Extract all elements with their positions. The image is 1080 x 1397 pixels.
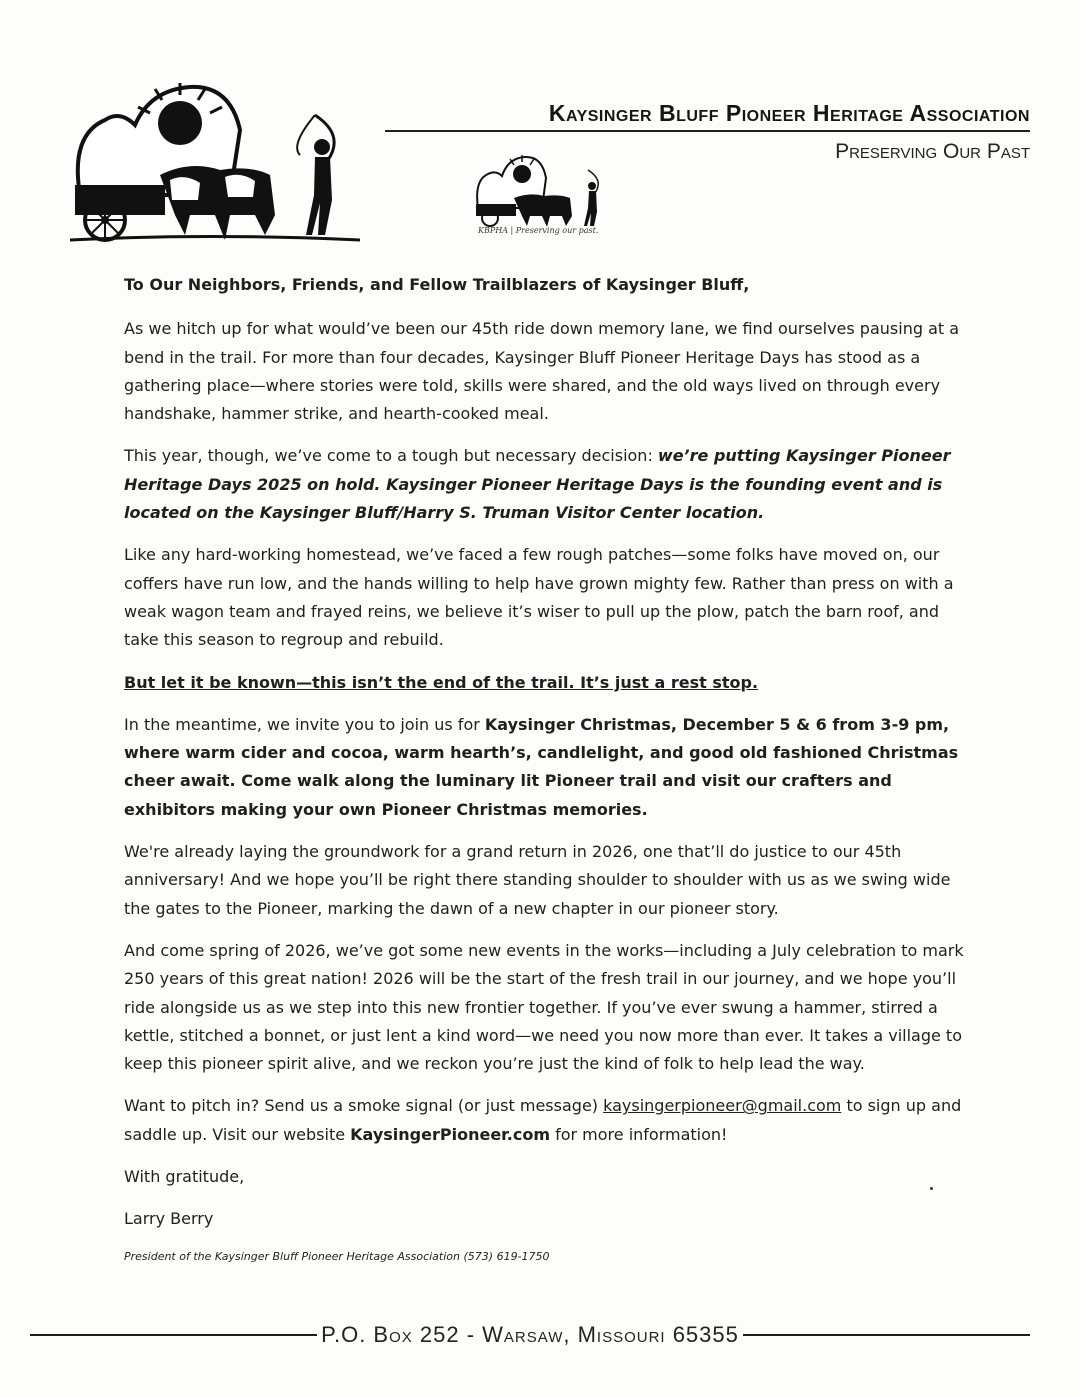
paragraph-8 <box>124 1092 964 1149</box>
footer-rule-right <box>743 1334 1030 1336</box>
website-link[interactable]: KaysingerPioneer.com <box>350 1124 550 1144</box>
paragraph-1: As we hitch up for what would’ve been our 45th ride down memory lane, we find ourselves pausing at a bend in the trail. For more than four decades, Kaysinger Bluff Pioneer Heritage Days has stood as a gathering place—where stories were told, skills were shared, and the old ways lived on through every handshake, hammer strike, and hearth-cooked meal. <box>124 319 960 424</box>
letter-greeting: To Our Neighbors, Friends, and Fellow Trailblazers of Kaysinger Bluff, <box>124 275 750 294</box>
paragraph-5-event: Kaysinger Christmas, December 5 & 6 from 3-9 pm, where warm cider and cocoa, warm hearth’s, candlelight, and good old fashioned Christmas cheer await. Come walk along the luminary lit Pioneer trail and visit our crafters and exhibitors making your own Pioneer Christmas memories. <box>124 714 959 819</box>
paragraph-5 <box>124 711 964 824</box>
footer-address: P.O. Box 252 - Warsaw, Missouri 65355 <box>321 1322 739 1347</box>
paragraph-2-intro: This year, though, we’ve come to a tough but necessary decision: <box>124 446 658 466</box>
footer-rule-left <box>30 1334 317 1336</box>
small-logo-caption: KBPHA | Preserving our past. <box>478 226 599 235</box>
paragraph-5-intro: In the meantime, we invite you to join us for <box>124 714 485 734</box>
paragraph-3: Like any hard-working homestead, we’ve faced a few rough patches—some folks have moved on, our coffers have run low, and the hands willing to help have grown mighty few. Rather than press on with a weak wagon team and frayed reins, we believe it’s wiser to pull up the plow, patch the barn roof, and take this season to regroup and rebuild. <box>124 545 954 650</box>
wagon-logo-large <box>60 75 375 245</box>
paragraph-6: We're already laying the groundwork for a grand return in 2026, one that’ll do justice to our 45th anniversary! And we hope you’ll be right there standing shoulder to shoulder with us as we swing wide the gates to the Pioneer, marking the dawn of a new chapter in our pioneer story. <box>124 842 951 918</box>
signer-title: President of the Kaysinger Bluff Pioneer Heritage Association (573) 619-1750 <box>124 1250 550 1264</box>
footer-address-bar <box>30 1320 1030 1350</box>
letter-body <box>124 271 964 1281</box>
organization-name: Kaysinger Bluff Pioneer Heritage Association <box>548 100 1030 126</box>
organization-tagline: Preserving Our Past <box>835 140 1030 163</box>
paragraph-8-intro: Want to pitch in? Send us a smoke signal (or just message) <box>124 1096 604 1116</box>
paragraph-7: And come spring of 2026, we’ve got some new events in the works—including a July celebration to mark 250 years of this great nation! 2026 will be the start of the fresh trail in our journey, and we hope you’ll ride alongside us as we step into this new frontier together. If you’ve ever swung a hammer, stirred a kettle, stitched a bonnet, or just lent a kind word—we need you now more than ever. It takes a village to keep this pioneer spirit alive, and we reckon you’re just the kind of folk to help lead the way. <box>124 940 964 1074</box>
paragraph-8-end: for more information! <box>550 1124 728 1144</box>
closing: With gratitude, <box>124 1167 245 1187</box>
signer-name: Larry Berry <box>124 1209 214 1229</box>
stray-mark <box>930 1187 933 1190</box>
paragraph-4-underlined: But let it be known—this isn’t the end of the trail. It’s just a rest stop. <box>124 672 759 692</box>
header-rule <box>385 130 1030 132</box>
email-link[interactable]: kaysingerpioneer@gmail.com <box>603 1096 842 1116</box>
wagon-logo-small <box>470 150 610 245</box>
paragraph-2-emphasis: we’re putting Kaysinger Pioneer Heritage Days 2025 on hold. Kaysinger Pioneer Heritage Days is the founding event and is located on the Kaysinger Bluff/Harry S. Truman Visitor Center location. <box>124 446 951 523</box>
paragraph-2 <box>124 442 964 527</box>
paragraph-8-mid: to sign up and saddle up. Visit our website <box>124 1096 962 1144</box>
